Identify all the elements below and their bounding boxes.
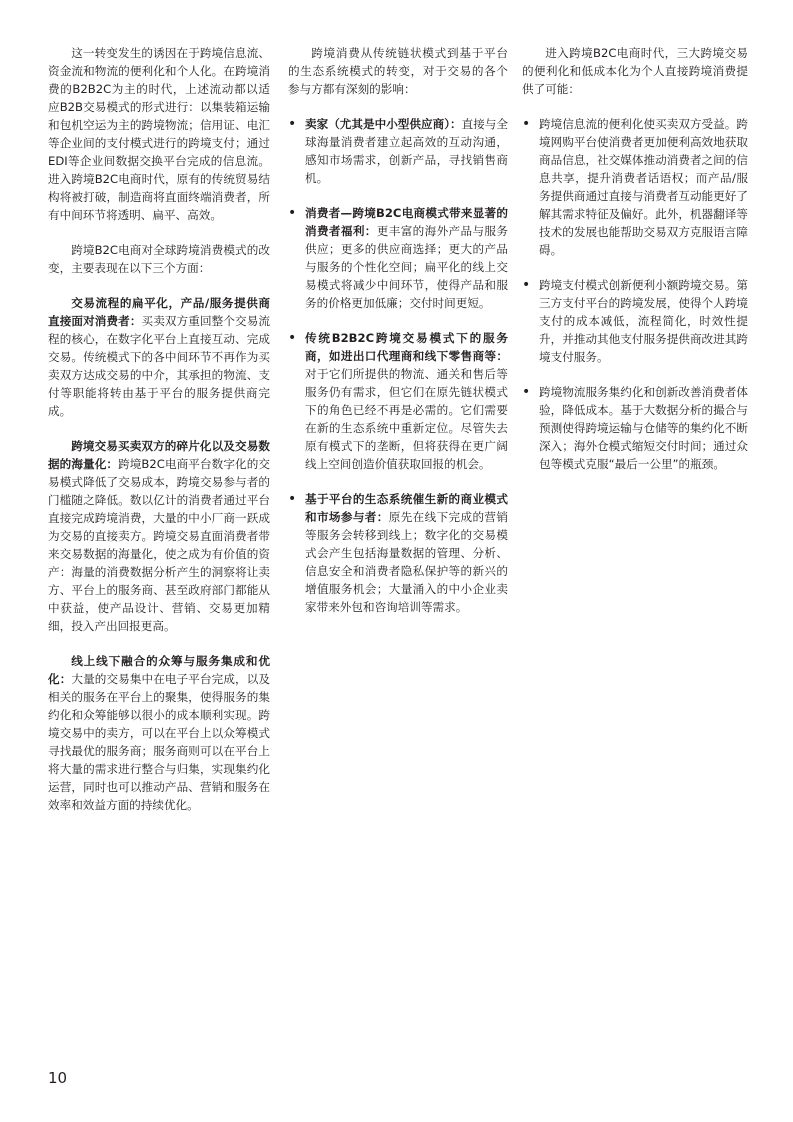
bullet-list-participants [288, 115, 508, 616]
list-item-heading: 基于平台的生态系统催生新的商业模式和市场参与者： [305, 492, 508, 524]
list-item-text: 更丰富的海外产品与服务供应；更多的供应商选择；更大的产品与服务的个性化空间；扁平化的线上交易模式将减少中间环节，使得产品和服务的价格更加低廉；交付时间更短。 [305, 224, 508, 310]
bullet-icon: • [288, 205, 297, 221]
list-item-text: 直接与全球海量消费者建立起高效的互动沟通，感知市场需求，创新产品，寻找销售商机。 [305, 117, 508, 185]
paragraph-heading: 跨境交易买卖双方的碎片化以及交易数据的海量化： [48, 439, 270, 471]
bullet-icon: • [288, 330, 297, 346]
paragraph-ecosystem-intro: 跨境消费从传统链状模式到基于平台的生态系统模式的转变，对于交易的各个参与方都有深刻的影响： [288, 46, 508, 96]
list-item [522, 115, 748, 259]
paragraph-heading: 交易流程的扁平化，产品/服务提供商直接面对消费者： [48, 296, 270, 328]
list-item-text: 对于它们所提供的物流、通关和售后等服务仍有需求，但它们在原先链状模式下的角色已经不再是必需的。它们需要在新的生态系统中重新定位。尽管失去原有模式下的垄断，但将获得在更广阔线上空间创造价值获取回报的机会。 [305, 367, 508, 471]
list-item-text: 原先在线下完成的营销等服务会转移到线上；数字化的交易模式会产生包括海量数据的管理、分析、信息安全和消费者隐私保护等的新兴的增值服务机会；大量涌入的中小企业卖家带来外包和咨询培训等需求。 [305, 510, 508, 614]
paragraph-heading: 线上线下融合的众筹与服务集成和优化： [48, 654, 270, 686]
bullet-icon: • [522, 277, 531, 293]
bullet-icon: • [522, 384, 531, 400]
list-item [288, 204, 508, 312]
bullet-list-facilitations [522, 115, 748, 473]
paragraph-three-facilitations-intro: 进入跨境B2C电商时代，三大跨境交易的便利化和低成本化为个人直接跨境消费提供了可能： [522, 46, 748, 96]
column-middle [288, 44, 508, 633]
paragraph-b2c-changes-intro: 跨境B2C电商对全球跨境消费模式的改变，主要表现在以下三个方面： [48, 243, 270, 275]
paragraph-crowdsourcing [48, 652, 270, 814]
list-item [522, 276, 748, 366]
list-item [522, 383, 748, 473]
list-item-heading: 传统B2B2C跨境交易模式下的服务商，如进出口代理商和线下零售商等： [305, 331, 508, 363]
bullet-icon: • [288, 116, 297, 132]
list-item [288, 490, 508, 616]
page-number: 10 [48, 1069, 68, 1087]
column-right [522, 44, 748, 490]
paragraph-flat-process [48, 294, 270, 420]
paragraph-fragmentation [48, 437, 270, 635]
column-left [48, 44, 270, 831]
list-item [288, 115, 508, 187]
list-item-text: 跨境信息流的便利化使买卖双方受益。跨境网购平台使消费者更加便利高效地获取商品信息，社交媒体推动消费者之间的信息共享，提升消费者话语权；而产品/服务提供商通过直接与消费者互动能更好了解其需求特征及偏好。此外，机器翻译等技术的发展也能帮助交易双方克服语言障碍。 [539, 117, 748, 257]
list-item-heading: 消费者—跨境B2C电商模式带来显著的消费者福利： [305, 206, 508, 238]
list-item-text: 跨境物流服务集约化和创新改善消费者体验，降低成本。基于大数据分析的撮合与预测使得跨境运输与仓储等的集约化不断深入；海外仓模式缩短交付时间；通过众包等模式克服“最后一公里”的瓶颈。 [539, 385, 748, 471]
paragraph-body: 跨境B2C电商平台数字化的交易模式降低了交易成本，跨境交易参与者的门槛随之降低。数以亿计的消费者通过平台直接完成跨境消费，大量的中小厂商一跃成为交易的直接卖方。跨境交易直面消费者带来交易数据的海量化，使之成为有价值的资产：海量的消费数据分析产生的洞察将让卖方、平台上的服务商、甚至政府部门都能从中获益，使产品设计、营销、交易更加精细，投入产出回报更高。 [48, 457, 270, 633]
list-item-text: 跨境支付模式创新便利小额跨境交易。第三方支付平台的跨境发展，使得个人跨境支付的成本减低，流程简化，时效性提升，并推动其他支付服务提供商改进其跨境支付服务。 [539, 278, 748, 364]
list-item [288, 329, 508, 473]
paragraph-transformation-cause: 这一转变发生的诱因在于跨境信息流、资金流和物流的便利化和个人化。在跨境消费的B2B2C为主的时代，上述流动都以适应B2B交易模式的形式进行：以集装箱运输和包机空运为主的跨境物流；信用证、电汇等企业间的支付模式进行的跨境支付；通过EDI等企业间数据交换平台完成的信息流。进入跨境B2C电商时代，原有的传统贸易结构将被打破，制造商将直面终端消费者，所有中间环节将透明、扁平、高效。 [48, 46, 270, 222]
paragraph-body: 买卖双方重回整个交易流程的核心，在数字化平台上直接互动、完成交易。传统模式下的各中间环节不再作为买卖双方达成交易的中介，其承担的物流、支付等职能将转由基于平台的服务提供商完成。 [48, 314, 270, 418]
bullet-icon: • [522, 116, 531, 132]
bullet-icon: • [288, 491, 297, 507]
paragraph-body: 大量的交易集中在电子平台完成，以及相关的服务在平台上的聚集，使得服务的集约化和众筹能够以很小的成本顺利实现。跨境交易中的卖方，可以在平台上以众筹模式寻找最优的服务商；服务商则可以在平台上将大量的需求进行整合与归集，实现集约化运营，同时也可以推动产品、营销和服务在效率和效益方面的持续优化。 [48, 672, 270, 812]
list-item-heading: 卖家（尤其是中小型供应商）： [305, 117, 462, 131]
